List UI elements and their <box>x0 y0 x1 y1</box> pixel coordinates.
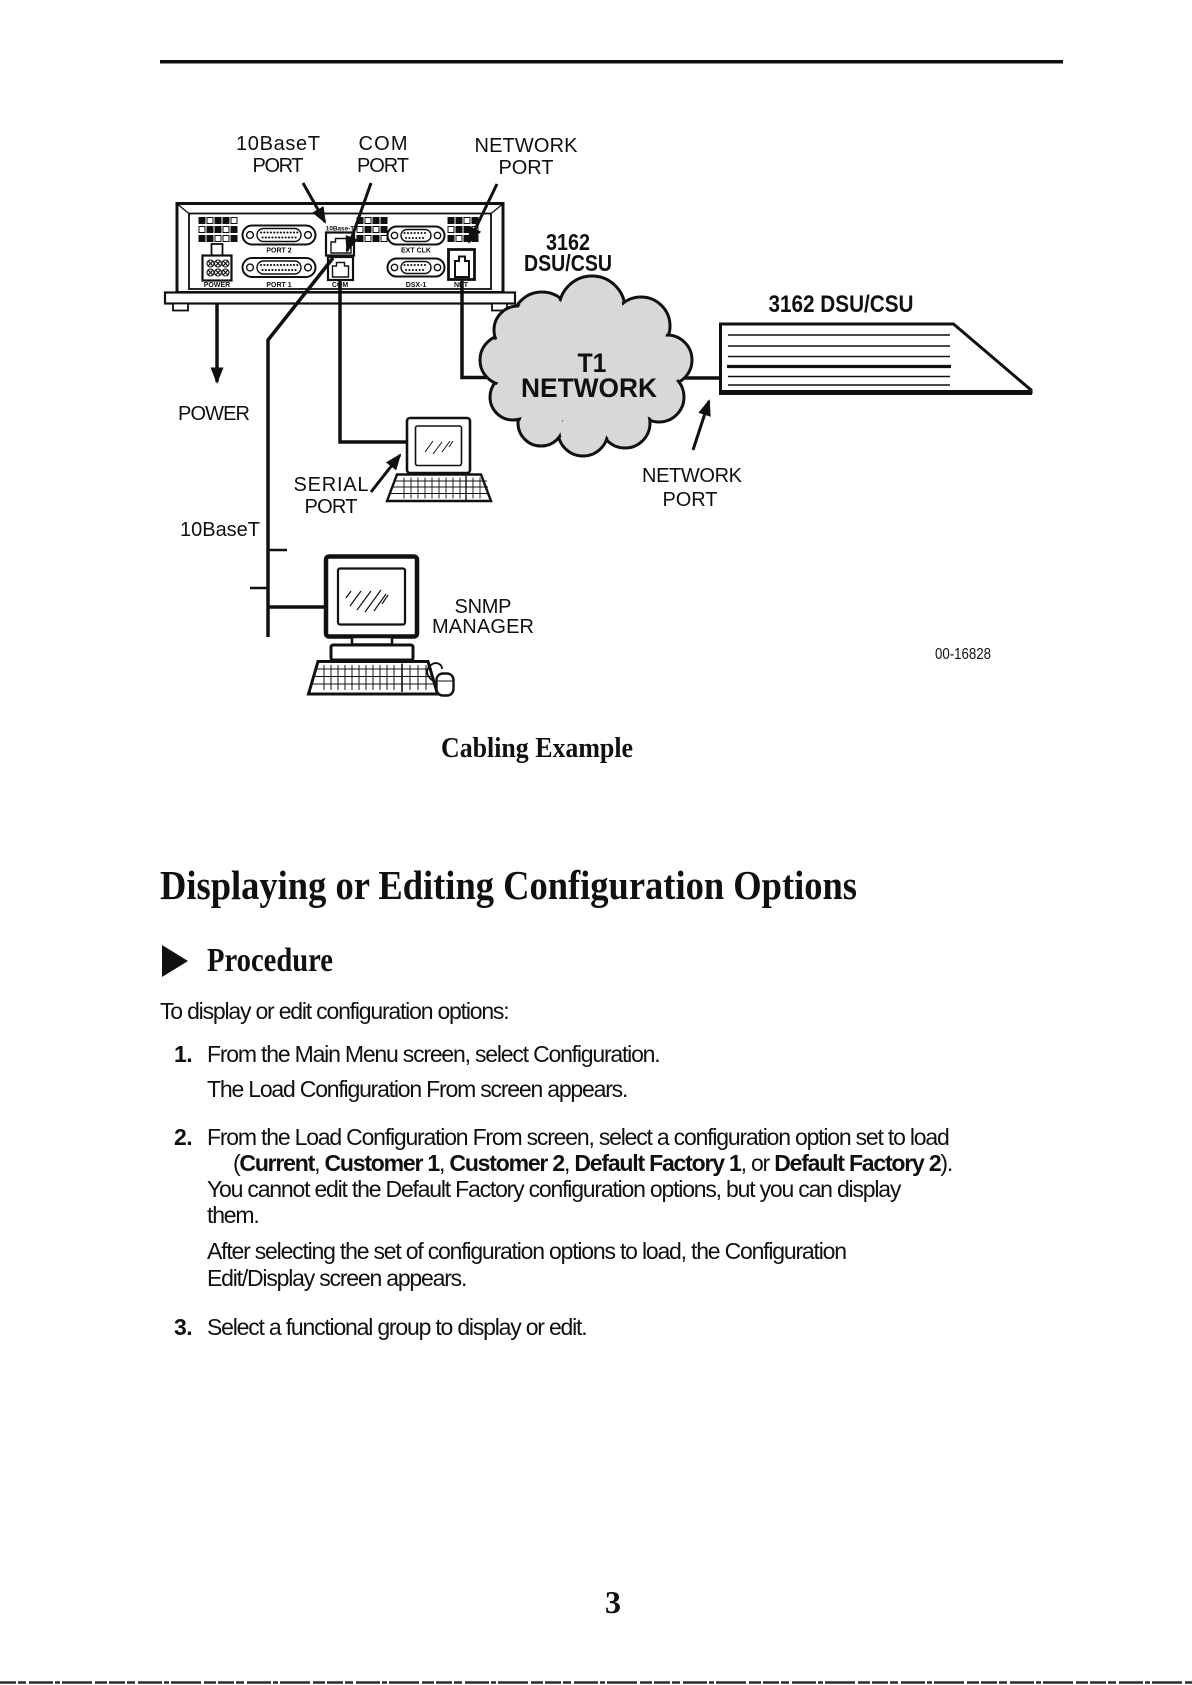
callout-serial-port-line2: PORT <box>304 496 358 518</box>
step-line: (Current, Customer 1, Customer 2, Default Factory 1, or Default Factory 2). <box>232 1150 953 1176</box>
com-lead <box>340 281 406 442</box>
serial-terminal <box>387 418 491 501</box>
figure-number: 00-16828 <box>935 646 991 663</box>
callout-power: POWER <box>178 403 250 425</box>
callout-com-port-line1: COM <box>358 133 408 155</box>
step-line: them. <box>207 1202 259 1228</box>
step-line: From the Load Configuration From screen, select a configuration option set to load <box>207 1124 949 1150</box>
panel-label-extclk: EXT CLK <box>401 247 431 255</box>
step-number: 3. <box>174 1314 193 1340</box>
panel-label-dsx1: DSX-1 <box>405 282 427 289</box>
step-number: 1. <box>174 1041 193 1067</box>
procedure-intro: To display or edit configuration options: <box>160 998 509 1024</box>
device-name-line2: DSU/CSU <box>524 250 612 276</box>
panel-label-port1: PORT 1 <box>266 282 292 289</box>
vent-grid-left <box>199 218 237 242</box>
device-name-line1: 3162 <box>546 229 590 255</box>
callout-snmp-manager-line2: MANAGER <box>432 616 534 638</box>
step-line: From the Main Menu screen, select Configuration. <box>207 1041 660 1067</box>
page-number: 3 <box>605 1584 621 1620</box>
panel-label-power: POWER <box>203 282 231 289</box>
cloud-label-line2: NETWORK <box>521 373 658 403</box>
cloud-label-line1: T1 <box>577 348 607 378</box>
panel-label-net: NET <box>454 282 468 289</box>
procedure-heading: Procedure <box>207 942 333 979</box>
callout-10baset-port-line2: PORT <box>252 155 304 177</box>
callout-10baset-bus: 10BaseT <box>180 519 260 541</box>
panel-label-10baset: 10Base-T <box>325 225 355 233</box>
callout-com-port-line2: PORT <box>357 155 409 177</box>
step-line: After selecting the set of configuration options to load, the Configuration <box>207 1238 846 1264</box>
panel-label-port2: PORT 2 <box>266 247 292 255</box>
header-rule <box>160 60 1063 64</box>
step-line: The Load Configuration From screen appears. <box>207 1076 628 1102</box>
figure-caption: Cabling Example <box>441 732 634 764</box>
callout-network-port-remote-line1: NETWORK <box>642 465 742 487</box>
panel-label-com: COM <box>331 282 349 289</box>
step-line: Edit/Display screen appears. <box>207 1265 467 1291</box>
step-line: You cannot edit the Default Factory configuration options, but you can display <box>207 1176 901 1202</box>
section-heading: Displaying or Editing Configuration Options <box>160 862 857 908</box>
callout-network-port-remote-line2: PORT <box>662 489 718 511</box>
step-line: Select a functional group to display or edit. <box>207 1314 587 1340</box>
remote-dsu-csu-unit <box>719 291 1032 393</box>
procedure-triangle-icon <box>162 945 188 977</box>
callout-10baset-port-line1: 10BaseT <box>236 133 320 155</box>
callout-snmp-manager-line1: SNMP <box>454 596 512 618</box>
tenbaset-bus-lead <box>268 258 333 637</box>
callout-network-port-top-line2: PORT <box>498 157 554 179</box>
step-number: 2. <box>174 1124 193 1150</box>
remote-unit-label: 3162 DSU/CSU <box>768 291 914 318</box>
arrow-network-port-remote <box>693 401 709 450</box>
callout-serial-port-line1: SERIAL <box>293 474 369 496</box>
callout-network-port-top-line1: NETWORK <box>474 135 578 157</box>
